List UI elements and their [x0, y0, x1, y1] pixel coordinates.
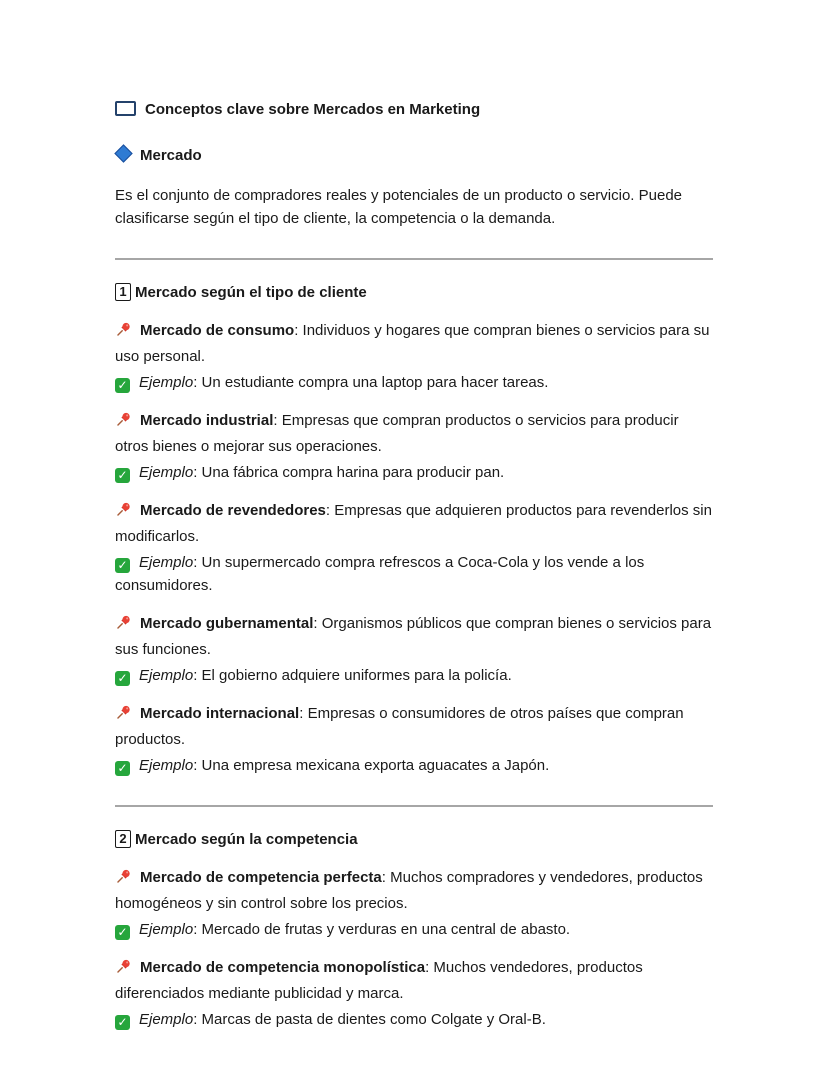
- market-item: [115, 499, 713, 597]
- example-text: Una empresa mexicana exporta aguacates a Japón.: [201, 757, 550, 774]
- colon: :: [294, 322, 303, 339]
- horizontal-divider: [115, 805, 713, 807]
- market-item: [115, 866, 713, 941]
- pushpin-icon: [115, 614, 132, 638]
- section-1-heading: [115, 281, 713, 304]
- check-icon: ✓: [115, 671, 130, 686]
- pushpin-icon: [115, 411, 132, 435]
- market-item: [115, 319, 713, 394]
- section-mercado-heading-text: Mercado: [140, 147, 202, 164]
- market-term: Mercado internacional: [140, 705, 300, 722]
- check-icon: ✓: [115, 468, 130, 483]
- check-icon: ✓: [115, 1015, 130, 1030]
- colon: :: [325, 502, 335, 519]
- example-text: Marcas de pasta de dientes como Colgate y Oral-B.: [201, 1011, 546, 1028]
- example-label: Ejemplo: [139, 1011, 194, 1028]
- colon: :: [193, 374, 202, 391]
- market-definition: Empresas que adquieren productos para revenderlos sin modificarlos.: [115, 502, 712, 545]
- example-line: [115, 918, 713, 941]
- colon: :: [193, 921, 202, 938]
- pushpin-icon: [115, 704, 132, 728]
- check-icon: ✓: [115, 378, 130, 393]
- market-definition: Individuos y hogares que compran bienes o servicios para su uso personal.: [115, 322, 710, 365]
- section-1-heading-text: Mercado según el tipo de cliente: [135, 284, 367, 301]
- example-line: [115, 754, 713, 777]
- example-label: Ejemplo: [139, 554, 194, 571]
- definition-line: [115, 612, 713, 661]
- market-item: [115, 612, 713, 687]
- example-label: Ejemplo: [139, 757, 194, 774]
- page-title-text: Conceptos clave sobre Mercados en Marketing: [145, 101, 481, 118]
- title-frame-icon: [115, 101, 136, 116]
- example-text: Un estudiante compra una laptop para hacer tareas.: [201, 374, 549, 391]
- colon: :: [193, 1011, 202, 1028]
- market-definition: Empresas o consumidores de otros países que compran productos.: [115, 705, 684, 748]
- colon: :: [425, 959, 434, 976]
- example-text: Mercado de frutas y verduras en una central de abasto.: [201, 921, 571, 938]
- section-mercado-heading: [115, 144, 713, 167]
- example-text: Un supermercado compra refrescos a Coca-Cola y los vende a los consumidores.: [115, 554, 645, 594]
- document-content: [115, 98, 713, 1031]
- page-title: [115, 98, 713, 121]
- pushpin-icon: [115, 501, 132, 525]
- definition-line: [115, 499, 713, 548]
- market-term: Mercado industrial: [140, 412, 274, 429]
- market-term: Mercado gubernamental: [140, 615, 314, 632]
- definition-line: [115, 319, 713, 368]
- colon: :: [193, 667, 202, 684]
- pushpin-icon: [115, 958, 132, 982]
- section-2-heading-text: Mercado según la competencia: [135, 831, 358, 848]
- market-definition: Empresas que compran productos o servicios para producir otros bienes o mejorar sus operaciones.: [115, 412, 679, 455]
- colon: :: [193, 464, 202, 481]
- check-icon: ✓: [115, 761, 130, 776]
- pushpin-icon: [115, 321, 132, 345]
- colon: :: [299, 705, 308, 722]
- example-text: Una fábrica compra harina para producir pan.: [201, 464, 505, 481]
- market-item: [115, 409, 713, 484]
- example-label: Ejemplo: [139, 667, 194, 684]
- example-text: El gobierno adquiere uniformes para la policía.: [201, 667, 512, 684]
- section-2-heading: [115, 828, 713, 851]
- keycap-2-icon: 2: [115, 830, 131, 848]
- keycap-1-icon: 1: [115, 283, 131, 301]
- horizontal-divider: [115, 258, 713, 260]
- intro-paragraph: Es el conjunto de compradores reales y potenciales de un producto o servicio. Puede clasificarse según el tipo de cliente, la competencia o la demanda.: [115, 187, 683, 227]
- colon: :: [193, 554, 202, 571]
- colon: :: [381, 869, 391, 886]
- market-term: Mercado de revendedores: [140, 502, 326, 519]
- check-icon: ✓: [115, 558, 130, 573]
- colon: :: [273, 412, 282, 429]
- market-term: Mercado de competencia perfecta: [140, 869, 382, 886]
- example-label: Ejemplo: [139, 921, 194, 938]
- definition-line: [115, 956, 713, 1005]
- definition-line: [115, 702, 713, 751]
- example-line: [115, 664, 713, 687]
- check-icon: ✓: [115, 925, 130, 940]
- market-definition: Muchos vendedores, productos diferenciados mediante publicidad y marca.: [115, 959, 643, 1002]
- example-line: [115, 461, 713, 484]
- colon: :: [313, 615, 322, 632]
- blue-diamond-icon: [114, 144, 132, 162]
- definition-line: [115, 409, 713, 458]
- pushpin-icon: [115, 868, 132, 892]
- market-term: Mercado de consumo: [140, 322, 295, 339]
- example-line: [115, 371, 713, 394]
- market-definition: Muchos compradores y vendedores, productos homogéneos y sin control sobre los precios.: [115, 869, 703, 912]
- example-line: [115, 1008, 713, 1031]
- definition-line: [115, 866, 713, 915]
- market-definition: Organismos públicos que compran bienes o servicios para sus funciones.: [115, 615, 712, 658]
- colon: :: [193, 757, 202, 774]
- market-item: [115, 956, 713, 1031]
- market-term: Mercado de competencia monopolística: [140, 959, 426, 976]
- example-label: Ejemplo: [139, 374, 194, 391]
- example-line: [115, 551, 713, 597]
- market-item: [115, 702, 713, 777]
- example-label: Ejemplo: [139, 464, 194, 481]
